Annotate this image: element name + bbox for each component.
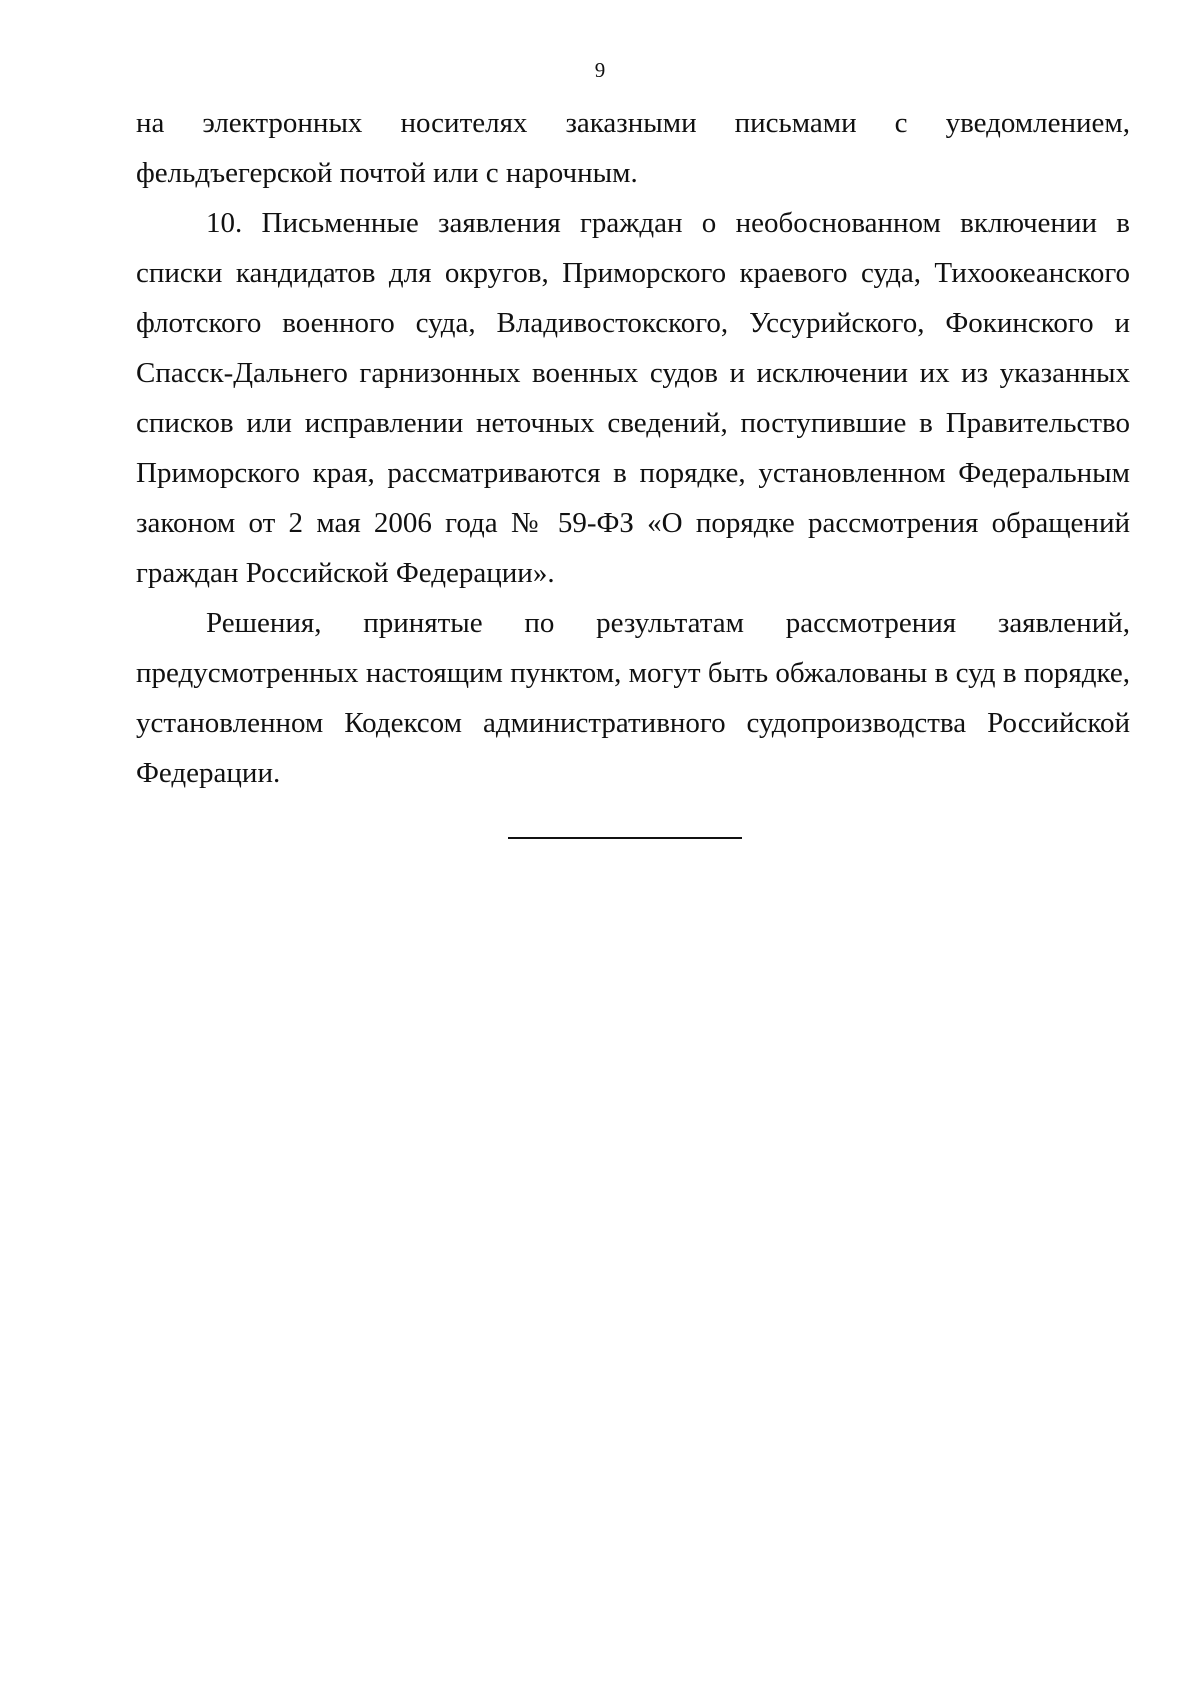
- document-body: [136, 98, 1130, 798]
- end-of-document-rule: [508, 837, 742, 839]
- paragraph-appeal-decisions: Решения, принятые по результатам рассмотрения заявлений, предусмотренных настоящим пунктом, могут быть обжалованы в суд в порядке, установленном Кодексом административного судопроизводства Российской Федерации.: [136, 607, 1130, 789]
- paragraph-continuation: на электронных носителях заказными письмами с уведомлением, фельдъегерской почтой или с нарочным.: [136, 107, 1130, 189]
- paragraph-item-10: 10. Письменные заявления граждан о необоснованном включении в списки кандидатов для округов, Приморского краевого суда, Тихоокеанского флотского военного суда, Владивостокского, Уссурийского, Фокинского и Спасск-Дальнего гарнизонных военных судов и исключении их из указанных списков или исправлении неточных сведений, поступившие в Правительство Приморского края, рассматриваются в порядке, установленном Федеральным законом от 2 мая 2006 года № 59-ФЗ «О порядке рассмотрения обращений граждан Российской Федерации».: [136, 207, 1130, 589]
- page-number: 9: [594, 58, 606, 82]
